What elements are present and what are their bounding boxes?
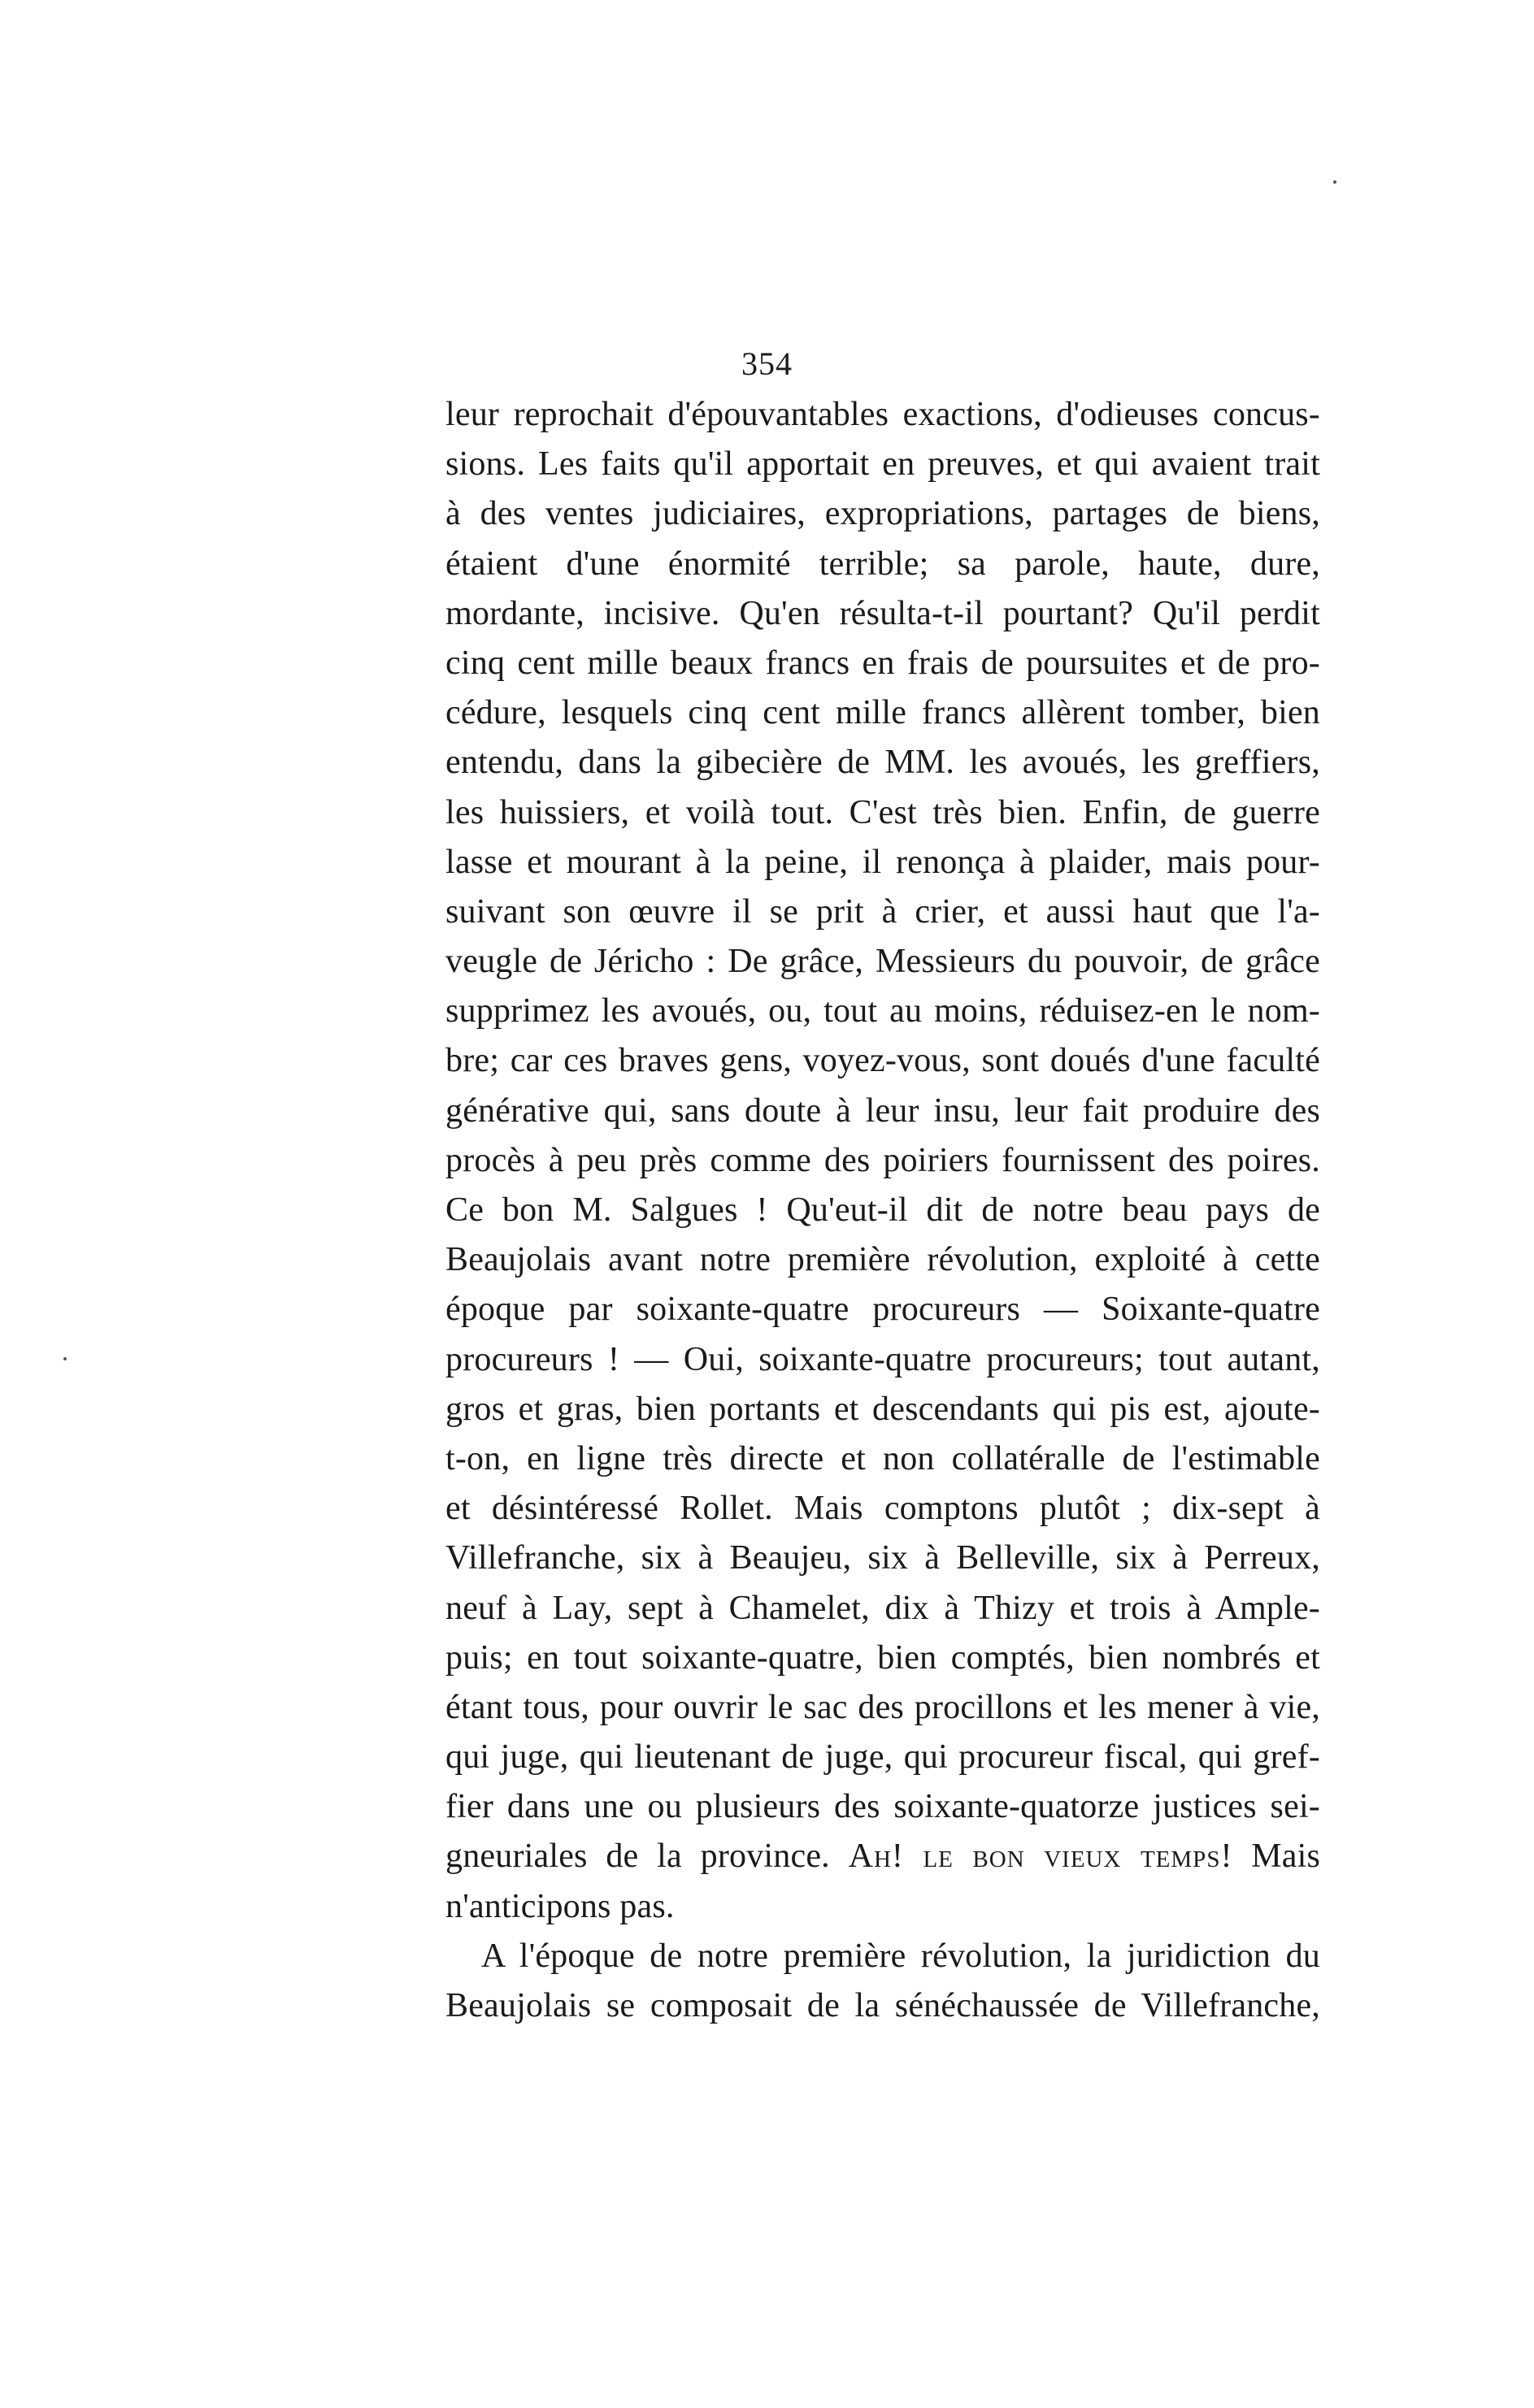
- text-line: étaient d'une énormité terrible; sa parole, haute, dure,: [445, 545, 1320, 583]
- paper-speck: [63, 1357, 67, 1360]
- text-line: puis; en tout soixante-quatre, bien comptés, bien nombrés et: [445, 1638, 1320, 1677]
- text-line: et désintéressé Rollet. Mais comptons plutôt ; dix-sept à: [445, 1490, 1320, 1528]
- text-line: entendu, dans la gibecière de MM. les avoués, les greffiers,: [445, 744, 1320, 782]
- text-line: à des ventes judiciaires, expropriations, partages de biens,: [445, 495, 1320, 533]
- text-line: neuf à Lay, sept à Chamelet, dix à Thizy et trois à Ample-: [445, 1589, 1320, 1627]
- text-segment: Mais: [1251, 1837, 1321, 1876]
- text-line: époque par soixante-quatre procureurs — Soixante-quatre: [445, 1291, 1320, 1329]
- text-line: fier dans une ou plusieurs des soixante-quatorze justices sei-: [445, 1788, 1320, 1826]
- text-line: lasse et mourant à la peine, il renonça à plaider, mais pour-: [445, 843, 1320, 881]
- text-line: leur reprochait d'épouvantables exactions, d'odieuses concus-: [445, 396, 1320, 433]
- text-line: sions. Les faits qu'il apportait en preuves, et qui avaient trait: [445, 445, 1320, 484]
- body-text: [445, 390, 1320, 2031]
- text-line: Ce bon M. Salgues ! Qu'eut-il dit de notre beau pays de: [445, 1191, 1320, 1229]
- text-line: qui juge, qui lieutenant de juge, qui procureur fiscal, qui gref-: [445, 1738, 1320, 1777]
- exclamation-smallcaps: Ah! le bon vieux temps!: [848, 1837, 1233, 1876]
- text-line: gros et gras, bien portants et descendants qui pis est, ajoute-: [445, 1390, 1320, 1428]
- text-line-with-exclamation: [445, 1832, 1320, 1881]
- text-line: supprimez les avoués, ou, tout au moins, réduisez-en le nom-: [445, 992, 1320, 1030]
- text-line: étant tous, pour ouvrir le sac des procillons et les mener à vie,: [445, 1688, 1320, 1726]
- paragraph-start-line: A l'époque de notre première révolution, la juridiction du: [481, 1937, 1320, 1975]
- text-line: veugle de Jéricho : De grâce, Messieurs du pouvoir, de grâce: [445, 943, 1320, 981]
- text-line: n'anticipons pas.: [445, 1887, 675, 1925]
- text-line: cinq cent mille beaux francs en frais de poursuites et de pro-: [445, 644, 1320, 682]
- text-line: Beaujolais avant notre première révolution, exploité à cette: [445, 1241, 1320, 1279]
- text-line: bre; car ces braves gens, voyez-vous, sont doués d'une faculté: [445, 1042, 1320, 1080]
- text-line: t-on, en ligne très directe et non collatéralle de l'estimable: [445, 1439, 1320, 1477]
- text-line: cédure, lesquels cinq cent mille francs allèrent tomber, bien: [445, 694, 1320, 732]
- text-line: procès à peu près comme des poiriers fournissent des poires.: [445, 1141, 1320, 1179]
- paper-speck: [1333, 180, 1336, 184]
- page-number: 354: [741, 345, 793, 382]
- text-line: Beaujolais se composait de la sénéchaussée de Villefranche,: [445, 1987, 1320, 2024]
- text-segment: gneuriales de la province.: [445, 1837, 830, 1876]
- text-line: suivant son œuvre il se prit à crier, et aussi haut que l'a-: [445, 892, 1320, 931]
- text-line: les huissiers, et voilà tout. C'est très bien. Enfin, de guerre: [445, 793, 1320, 831]
- text-line: mordante, incisive. Qu'en résulta-t-il pourtant? Qu'il perdit: [445, 594, 1320, 632]
- text-line: procureurs ! — Oui, soixante-quatre procureurs; tout autant,: [445, 1340, 1320, 1378]
- text-line: générative qui, sans doute à leur insu, leur fait produire des: [445, 1091, 1320, 1130]
- text-line: Villefranche, six à Beaujeu, six à Belleville, six à Perreux,: [445, 1539, 1320, 1577]
